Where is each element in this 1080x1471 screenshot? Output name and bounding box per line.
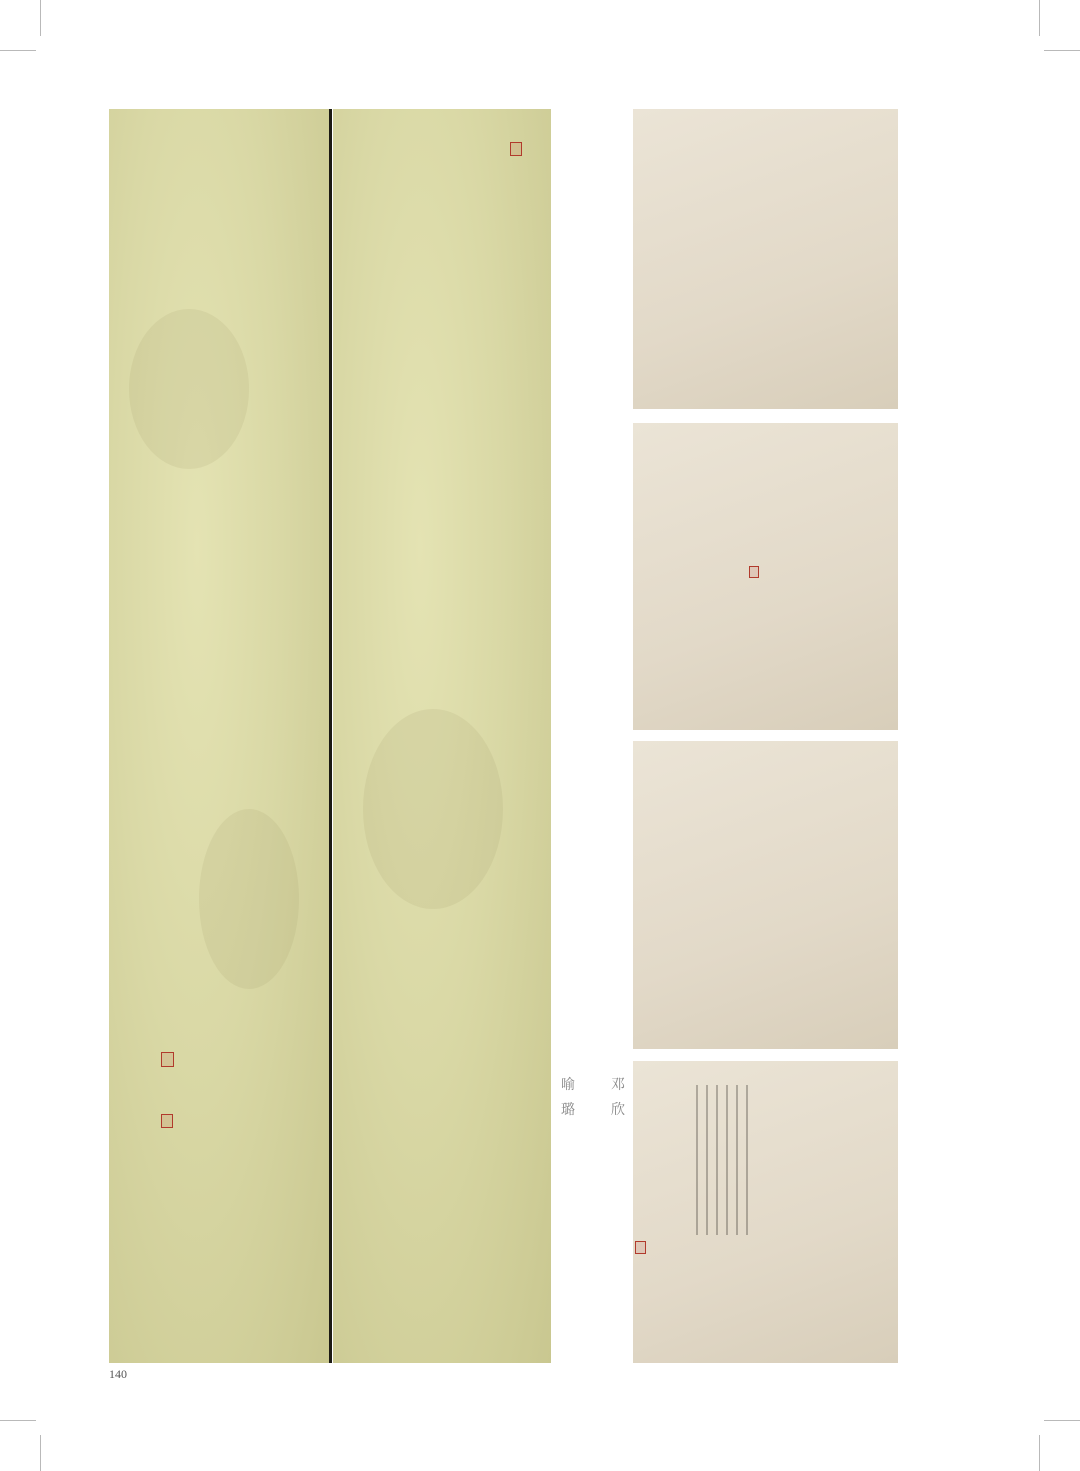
crop-mark <box>0 50 36 51</box>
album-leaf-1 <box>633 109 898 409</box>
seal-stamp <box>510 142 522 156</box>
seal-stamp <box>749 566 759 578</box>
album-leaf-4 <box>633 1061 898 1363</box>
credit-col1-bottom: 璐 <box>561 1102 576 1118</box>
crop-mark <box>0 1420 36 1421</box>
seal-stamp <box>161 1052 174 1067</box>
page-number: 140 <box>109 1367 127 1381</box>
calligraphy-scroll-left <box>109 109 330 1363</box>
crop-mark <box>1044 50 1080 51</box>
small-inscription-block <box>690 1085 752 1235</box>
crop-mark <box>40 1435 41 1471</box>
crop-mark <box>1039 0 1040 36</box>
credit-col1-top: 喻 <box>561 1077 576 1093</box>
crop-mark <box>1044 1420 1080 1421</box>
crop-mark <box>40 0 41 36</box>
scroll-mount-line <box>329 109 332 1363</box>
album-leaf-2 <box>633 423 898 730</box>
album-leaf-3 <box>633 741 898 1049</box>
seal-stamp <box>635 1241 646 1254</box>
calligraphy-scroll-right <box>333 109 551 1363</box>
crop-mark <box>1039 1435 1040 1471</box>
seal-stamp <box>161 1114 173 1128</box>
credit-col2-top: 邓 <box>611 1077 626 1093</box>
credit-col2-bottom: 欣 <box>611 1102 626 1118</box>
